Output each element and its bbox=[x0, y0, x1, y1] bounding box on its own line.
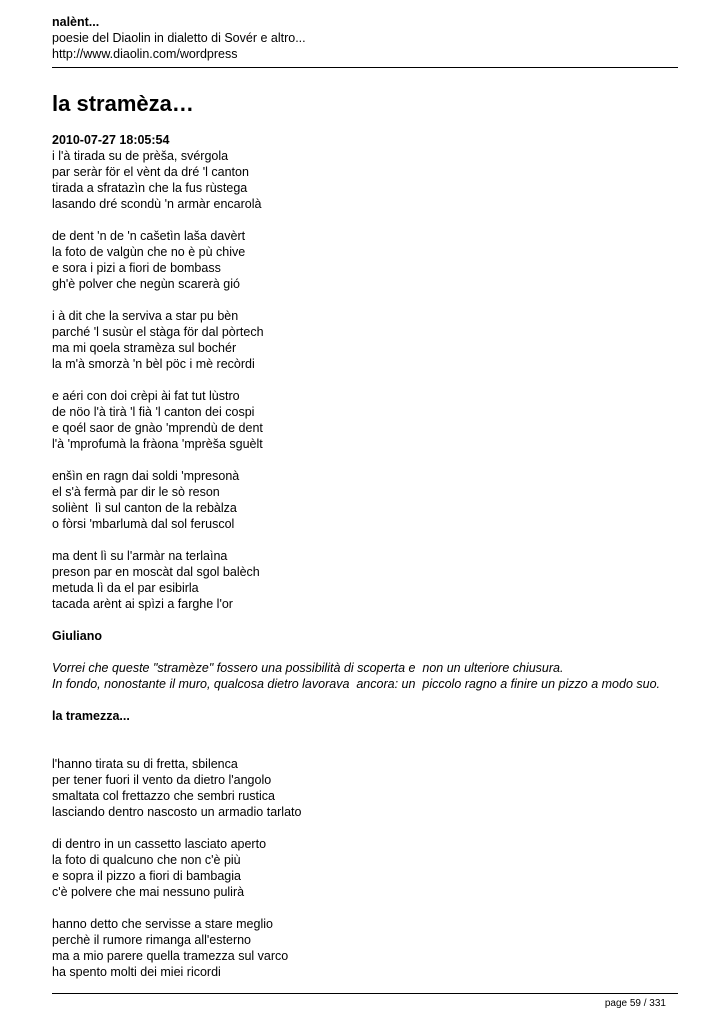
verse-line: metuda lì da el par esibirla bbox=[52, 581, 199, 595]
verse-line: l'hanno tirata su di fretta, sbilenca bbox=[52, 757, 238, 771]
verse-line: ma mi qoela stramèza sul bochér bbox=[52, 341, 237, 355]
verse-line: de dent 'n de 'n cašetìn laša davèrt bbox=[52, 229, 246, 243]
verse-line: tirada a sfratazìn che la fus rùstega bbox=[52, 181, 248, 195]
verse-line: de nöo l'à tirà 'l fià 'l canton dei cospi bbox=[52, 405, 255, 419]
page-number: page 59 / 331 bbox=[604, 998, 666, 1009]
author-comment bbox=[52, 660, 678, 692]
stanza bbox=[52, 148, 678, 212]
stanza bbox=[52, 308, 678, 372]
comment-author: Giuliano bbox=[52, 629, 102, 643]
verse-line: ha spento molti dei miei ricordi bbox=[52, 965, 221, 979]
translation-title: la tramezza... bbox=[52, 709, 130, 723]
site-tagline: poesie del Diaolin in dialetto di Sovér e altro... bbox=[52, 31, 306, 45]
verse-line: parché 'l susùr el stàga för dal pòrtech bbox=[52, 325, 264, 339]
page-header bbox=[52, 14, 678, 62]
verse-line: i l'à tirada su de prèša, svérgola bbox=[52, 149, 229, 163]
verse-line: enšìn en ragn dai soldi 'mpresonà bbox=[52, 469, 240, 483]
stanza bbox=[52, 468, 678, 532]
verse-line: lasando dré scondù 'n armàr encarolà bbox=[52, 197, 262, 211]
verse-line: c'è polvere che mai nessuno pulirà bbox=[52, 885, 245, 899]
verse-line: smaltata col frettazzo che sembri rustica bbox=[52, 789, 275, 803]
verse-line: lasciando dentro nascosto un armadio tarlato bbox=[52, 805, 302, 819]
verse-line: per tener fuori il vento da dietro l'angolo bbox=[52, 773, 272, 787]
footer-divider bbox=[52, 993, 678, 994]
stanza bbox=[52, 228, 678, 292]
verse-line: el s'à fermà par dir le sò reson bbox=[52, 485, 220, 499]
post-title: la stramèza… bbox=[52, 91, 194, 116]
verse-line: par seràr för el vènt da dré 'l canton bbox=[52, 165, 249, 179]
verse-line: gh'è polver che negùn scarerà gió bbox=[52, 277, 240, 291]
post-content bbox=[52, 90, 678, 996]
verse-line: o fòrsi 'mbarlumà dal sol feruscol bbox=[52, 517, 235, 531]
stanza bbox=[52, 916, 678, 980]
comment-line: In fondo, nonostante il muro, qualcosa dietro lavorava ancora: un piccolo ragno a finire un pizzo a modo suo. bbox=[52, 677, 661, 691]
poem-body bbox=[52, 148, 678, 612]
verse-line: e aéri con doi crèpi ài fat tut lùstro bbox=[52, 389, 240, 403]
verse-line: ma a mio parere quella tramezza sul varco bbox=[52, 949, 289, 963]
verse-line: e qoél saor de gnào 'mprendù de dent bbox=[52, 421, 263, 435]
stanza bbox=[52, 388, 678, 452]
verse-line: ma dent lì su l'armàr na terlaìna bbox=[52, 549, 228, 563]
verse-line: e sora i pizi a fiori de bombass bbox=[52, 261, 221, 275]
verse-line: l'à 'mprofumà la fràona 'mprèša sguèlt bbox=[52, 437, 263, 451]
verse-line: hanno detto che servisse a stare meglio bbox=[52, 917, 273, 931]
verse-line: tacada arènt ai spìzi a farghe l'or bbox=[52, 597, 233, 611]
translation-body bbox=[52, 756, 678, 980]
verse-line: i à dit che la serviva a star pu bèn bbox=[52, 309, 239, 323]
header-divider bbox=[52, 67, 678, 68]
stanza bbox=[52, 756, 678, 820]
comment-line: Vorrei che queste "stramèze" fossero una possibilità di scoperta e non un ulteriore chiusura. bbox=[52, 661, 564, 675]
verse-line: soliènt lì sul canton de la rebàlza bbox=[52, 501, 237, 515]
verse-line: la foto di qualcuno che non c'è più bbox=[52, 853, 241, 867]
stanza bbox=[52, 548, 678, 612]
post-date: 2010-07-27 18:05:54 bbox=[52, 133, 170, 147]
site-name: nalènt... bbox=[52, 15, 100, 29]
stanza bbox=[52, 836, 678, 900]
verse-line: e sopra il pizzo a fiori di bambagia bbox=[52, 869, 241, 883]
verse-line: preson par en moscàt dal sgol balèch bbox=[52, 565, 260, 579]
verse-line: la m'à smorzà 'n bèl pöc i mè recòrdi bbox=[52, 357, 255, 371]
verse-line: di dentro in un cassetto lasciato aperto bbox=[52, 837, 267, 851]
verse-line: la foto de valgùn che no è pù chive bbox=[52, 245, 246, 259]
site-url: http://www.diaolin.com/wordpress bbox=[52, 47, 238, 61]
verse-line: perchè il rumore rimanga all'esterno bbox=[52, 933, 252, 947]
